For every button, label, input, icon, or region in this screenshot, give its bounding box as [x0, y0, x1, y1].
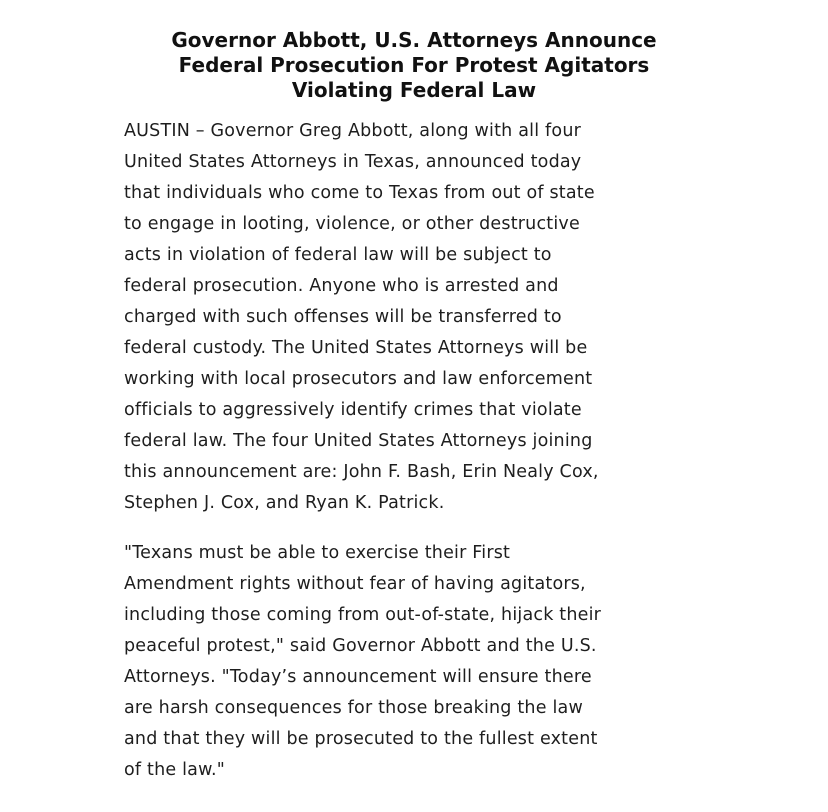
title-line-3: Violating Federal Law [291, 78, 537, 102]
paragraph-line: federal prosecution. Anyone who is arrested and [124, 276, 559, 296]
paragraph-line: Amendment rights without fear of having agitators, [124, 574, 586, 594]
press-release-title [120, 28, 708, 103]
paragraph-line: of the law." [124, 760, 226, 780]
paragraph-line: officials to aggressively identify crimes that violate [124, 400, 582, 420]
paragraph-line: "Texans must be able to exercise their First [124, 543, 511, 563]
paragraph-line: including those coming from out-of-state, hijack their [124, 605, 602, 625]
paragraph-line: federal law. The four United States Attorneys joining [124, 431, 593, 451]
paragraph-line: to engage in looting, violence, or other destructive [124, 214, 580, 234]
paragraph-line: working with local prosecutors and law enforcement [124, 369, 593, 389]
paragraph-line: federal custody. The United States Attorneys will be [124, 338, 588, 358]
title-line-2: Federal Prosecution For Protest Agitators [178, 53, 650, 77]
paragraph-line: peaceful protest," said Governor Abbott and the U.S. [124, 636, 597, 656]
paragraph-line: Attorneys. "Today’s announcement will ensure there [124, 667, 592, 687]
paragraph-line: this announcement are: John F. Bash, Erin Nealy Cox, [124, 462, 599, 482]
paragraph-line: are harsh consequences for those breaking the law [124, 698, 583, 718]
paragraph-line: that individuals who come to Texas from out of state [124, 183, 595, 203]
title-line-1: Governor Abbott, U.S. Attorneys Announce [171, 28, 657, 52]
paragraph-line: charged with such offenses will be transferred to [124, 307, 562, 327]
paragraph-line: Stephen J. Cox, and Ryan K. Patrick. [124, 493, 445, 513]
paragraph-line: AUSTIN – Governor Greg Abbott, along with all four [124, 121, 582, 141]
paragraph-line: and that they will be prosecuted to the fullest extent [124, 729, 598, 749]
paragraph-line: United States Attorneys in Texas, announced today [124, 152, 582, 172]
paragraph-line: acts in violation of federal law will be subject to [124, 245, 552, 265]
paragraph-announcement [124, 116, 724, 519]
paragraph-quote [124, 538, 724, 786]
